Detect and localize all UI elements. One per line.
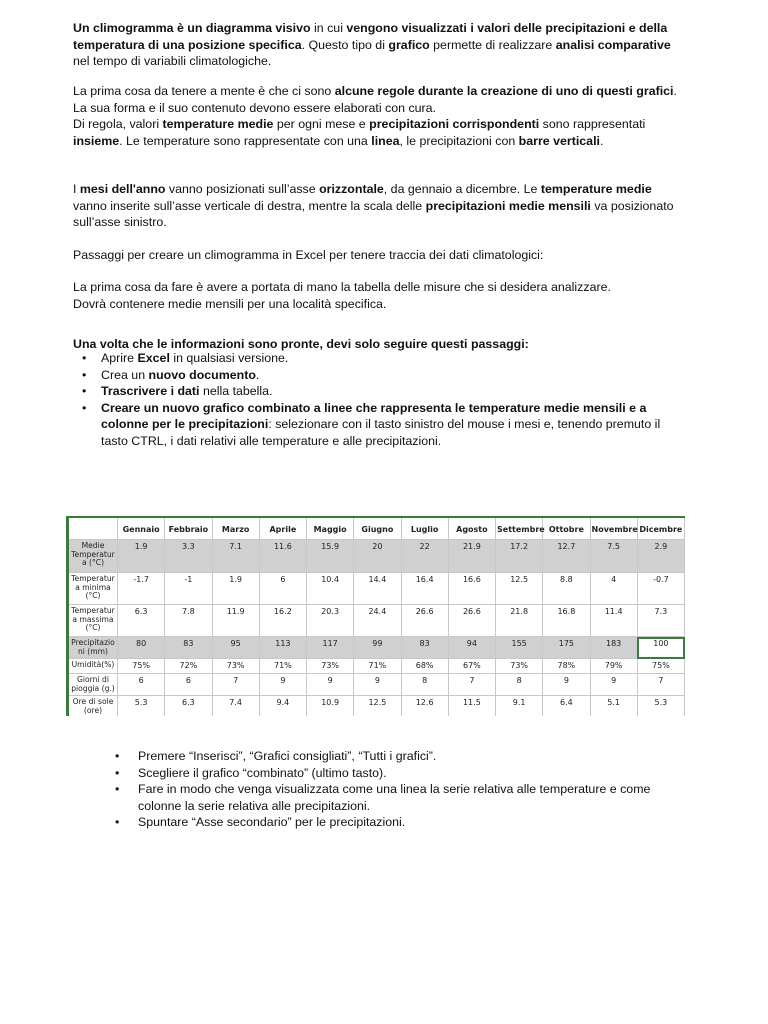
table-cell: 7.3	[637, 605, 684, 637]
table-cell: 94	[448, 637, 495, 659]
table-cell: 83	[401, 637, 448, 659]
table-cell: 16.2	[259, 605, 306, 637]
text-bold: vengono visualizzati i valori delle precipitazioni e della temperatura di una posizione specifica	[73, 21, 668, 52]
list-item	[73, 367, 688, 384]
table-cell: 21.8	[496, 605, 543, 637]
table-corner-cell	[68, 517, 118, 540]
table-cell: -0.7	[637, 573, 684, 605]
table-cell: 26.6	[401, 605, 448, 637]
table-cell: 7.4	[212, 696, 259, 717]
table-cell: 6.3	[165, 696, 212, 717]
table-cell: 1.9	[212, 573, 259, 605]
text-bold: grafico	[388, 37, 430, 52]
table-cell: 20.3	[307, 605, 354, 637]
list-item	[73, 400, 688, 450]
table-header-row	[68, 517, 685, 540]
text-bold: Un climogramma è un diagramma visivo	[73, 21, 311, 35]
table-cell: 22	[401, 540, 448, 573]
table-cell: 95	[212, 637, 259, 659]
text-bold: temperature medie	[540, 182, 652, 196]
text-bold: Excel	[137, 351, 170, 365]
text-bold: nuovo documento	[148, 367, 256, 382]
table-cell: 5.1	[590, 696, 637, 717]
table-cell: 14.4	[354, 573, 401, 605]
table-cell: 16.8	[543, 605, 590, 637]
steps-list	[73, 350, 688, 449]
table-cell: 9	[590, 674, 637, 696]
table-cell: 68%	[401, 659, 448, 674]
table-cell: 5.3	[637, 696, 684, 717]
text: per ogni mese e	[273, 117, 370, 131]
table-cell: 73%	[212, 659, 259, 674]
month-header: Settembre	[496, 517, 543, 540]
text: Crea un	[101, 367, 149, 382]
table-needed-paragraph	[73, 279, 683, 312]
text: , le precipitazioni con	[399, 133, 519, 148]
table-cell: 7	[212, 674, 259, 696]
row-label: Precipitazio ni (mm)	[68, 637, 118, 659]
row-label: Giorni di pioggia (g.)	[68, 674, 118, 696]
table-cell: 6	[165, 674, 212, 696]
table-cell: 17.2	[496, 540, 543, 573]
table-cell: 6.4	[543, 696, 590, 717]
table-row	[68, 605, 685, 637]
row-label: Umidità(%)	[68, 659, 118, 674]
table-cell: 78%	[543, 659, 590, 674]
table-cell: 16.4	[401, 573, 448, 605]
table-cell: 20	[354, 540, 401, 573]
table-cell: 99	[354, 637, 401, 659]
text-bold: Una volta che le informazioni sono pronte, devi solo seguire questi passaggi:	[73, 337, 529, 351]
table-cell: 75%	[118, 659, 165, 674]
text: : selezionare con il tasto sinistro del mouse i mesi e, tenendo premuto il tasto CTRL, i dati relativi alle temperature e alle precipitazioni.	[101, 417, 661, 448]
table-cell: 7.1	[212, 540, 259, 573]
table-cell: 11.9	[212, 605, 259, 637]
table-cell: 12.6	[401, 696, 448, 717]
list-item	[73, 350, 688, 367]
table-cell: 6.3	[118, 605, 165, 637]
table-cell: 3.3	[165, 540, 212, 573]
month-header: Ottobre	[543, 517, 590, 540]
table-cell: 71%	[354, 659, 401, 674]
month-header: Luglio	[401, 517, 448, 540]
table-cell: 1.9	[118, 540, 165, 573]
table-row	[68, 540, 685, 573]
table-cell: 117	[307, 637, 354, 659]
table-cell: 9	[259, 674, 306, 696]
month-header: Febbraio	[165, 517, 212, 540]
row-label: Temperatur a minima (°C)	[68, 573, 118, 605]
text: .	[599, 133, 604, 148]
table-cell: 73%	[496, 659, 543, 674]
table-cell: 8	[496, 674, 543, 696]
table-cell: 9.4	[259, 696, 306, 717]
table-cell: 8.8	[543, 573, 590, 605]
text: vanno posizionati sull’asse	[165, 182, 320, 196]
table-cell: 11.4	[590, 605, 637, 637]
table-cell: 10.4	[307, 573, 354, 605]
text: . Le temperature sono rappresentate con una	[119, 133, 372, 148]
text: La prima cosa da tenere a mente è che ci sono	[73, 84, 335, 98]
list-item: • Scegliere il grafico “combinato” (ultimo tasto).	[113, 765, 688, 782]
table-cell: 72%	[165, 659, 212, 674]
text: . La sua forma e il suo contenuto devono essere elaborati con cura.	[73, 84, 677, 115]
text: in qualsiasi versione.	[169, 351, 289, 365]
text: va posizionato sull’asse sinistro.	[73, 198, 674, 229]
table-cell: 6	[118, 674, 165, 696]
text: nel tempo di variabili climatologiche.	[73, 54, 272, 68]
table-cell: 10.9	[307, 696, 354, 717]
text: .	[255, 367, 260, 382]
table-cell: 9	[307, 674, 354, 696]
table-cell: 113	[259, 637, 306, 659]
list-item	[73, 383, 688, 400]
table-cell: 26.6	[448, 605, 495, 637]
table-cell: 79%	[590, 659, 637, 674]
table-cell: 24.4	[354, 605, 401, 637]
month-header: Maggio	[307, 517, 354, 540]
table-cell: 155	[496, 637, 543, 659]
table-cell: 12.7	[543, 540, 590, 573]
table-cell: -1.7	[118, 573, 165, 605]
table-cell: 9.1	[496, 696, 543, 717]
table-cell: 175	[543, 637, 590, 659]
rules-paragraph	[73, 83, 683, 149]
table-cell: 2.9	[637, 540, 684, 573]
axes-paragraph	[73, 181, 683, 231]
month-header: Aprile	[259, 517, 306, 540]
table-cell: 11.6	[259, 540, 306, 573]
text-bold: precipitazioni corrispondenti	[369, 117, 540, 131]
excel-steps-list	[113, 748, 688, 831]
month-header: Agosto	[448, 517, 495, 540]
row-label: Ore di sole (ore)	[68, 696, 118, 717]
table-row	[68, 696, 685, 717]
table-cell: 15.9	[307, 540, 354, 573]
table-cell: 71%	[259, 659, 306, 674]
text: Di regola, valori	[73, 117, 163, 131]
table-cell: 9	[354, 674, 401, 696]
month-header: Novembre	[590, 517, 637, 540]
row-label: Temperatur a massima (°C)	[68, 605, 118, 637]
table-cell: 7.8	[165, 605, 212, 637]
text: La prima cosa da fare è avere a portata di mano la tabella delle misure che si desidera analizzare.	[73, 280, 611, 294]
table-cell: 16.6	[448, 573, 495, 605]
text-bold: mesi dell'anno	[79, 182, 166, 196]
text-bold: temperature medie	[162, 117, 274, 131]
text: , da gennaio a dicembre. Le	[383, 182, 541, 196]
text-bold: barre verticali	[518, 133, 600, 148]
table-cell: 7	[637, 674, 684, 696]
list-item: • Fare in modo che venga visualizzata come una linea la serie relativa alle temperature e come colonne la serie relativa alle precipitazioni.	[113, 781, 688, 814]
month-header: Marzo	[212, 517, 259, 540]
text-bold: orizzontale	[319, 182, 384, 196]
text-bold: precipitazioni medie mensili	[425, 198, 591, 213]
table-cell: 12.5	[354, 696, 401, 717]
excel-intro-paragraph: Passaggi per creare un climogramma in Excel per tenere traccia dei dati climatologici:	[73, 248, 544, 262]
table-cell: 67%	[448, 659, 495, 674]
climate-table	[66, 516, 685, 716]
text: sono rappresentati	[539, 117, 646, 131]
table-cell: 4	[590, 573, 637, 605]
month-header: Dicembre	[637, 517, 684, 540]
text: Dovrà contenere medie mensili per una località specifica.	[73, 296, 387, 311]
row-label: Medie Temperatur a (°C)	[68, 540, 118, 573]
table-cell: 6	[259, 573, 306, 605]
text-bold: Creare un nuovo grafico combinato a linee che rappresenta le temperature medie mensili e a colonne per le precipitazioni	[101, 400, 647, 431]
table-cell: 7	[448, 674, 495, 696]
text-bold: linea	[371, 133, 400, 148]
text: I	[73, 182, 80, 196]
text: permette di realizzare	[429, 37, 556, 52]
list-item: • Premere “Inserisci”, “Grafici consigliati”, “Tutti i grafici”.	[113, 748, 688, 765]
text-bold: Trascrivere i dati	[101, 384, 200, 398]
month-header: Giugno	[354, 517, 401, 540]
table-cell: 9	[543, 674, 590, 696]
table-cell: 75%	[637, 659, 684, 674]
climate-table-image	[66, 516, 686, 716]
table-row	[68, 674, 685, 696]
table-row	[68, 637, 685, 659]
text: . Questo tipo di	[301, 37, 389, 52]
table-cell: 5.3	[118, 696, 165, 717]
text: vanno inserite sull’asse verticale di destra, mentre la scala delle	[73, 198, 426, 213]
list-item: • Spuntare “Asse secondario” per le precipitazioni.	[113, 814, 688, 831]
table-cell: 7.5	[590, 540, 637, 573]
table-cell: 183	[590, 637, 637, 659]
text: nella tabella.	[199, 384, 273, 398]
table-cell: -1	[165, 573, 212, 605]
table-row	[68, 573, 685, 605]
table-cell: 21.9	[448, 540, 495, 573]
table-row	[68, 659, 685, 674]
table-cell: 8	[401, 674, 448, 696]
intro-paragraph	[73, 20, 683, 70]
text-bold: insieme	[73, 133, 120, 148]
text: Aprire	[101, 351, 138, 365]
table-cell: 80	[118, 637, 165, 659]
table-cell: 73%	[307, 659, 354, 674]
table-cell: 83	[165, 637, 212, 659]
month-header: Gennaio	[118, 517, 165, 540]
text-bold: alcune regole durante la creazione di uno di questi grafici	[334, 84, 674, 98]
selected-cell: 100	[637, 637, 684, 659]
table-cell: 12.5	[496, 573, 543, 605]
text-bold: analisi comparative	[555, 37, 671, 52]
text: in cui	[310, 21, 347, 35]
table-cell: 11.5	[448, 696, 495, 717]
